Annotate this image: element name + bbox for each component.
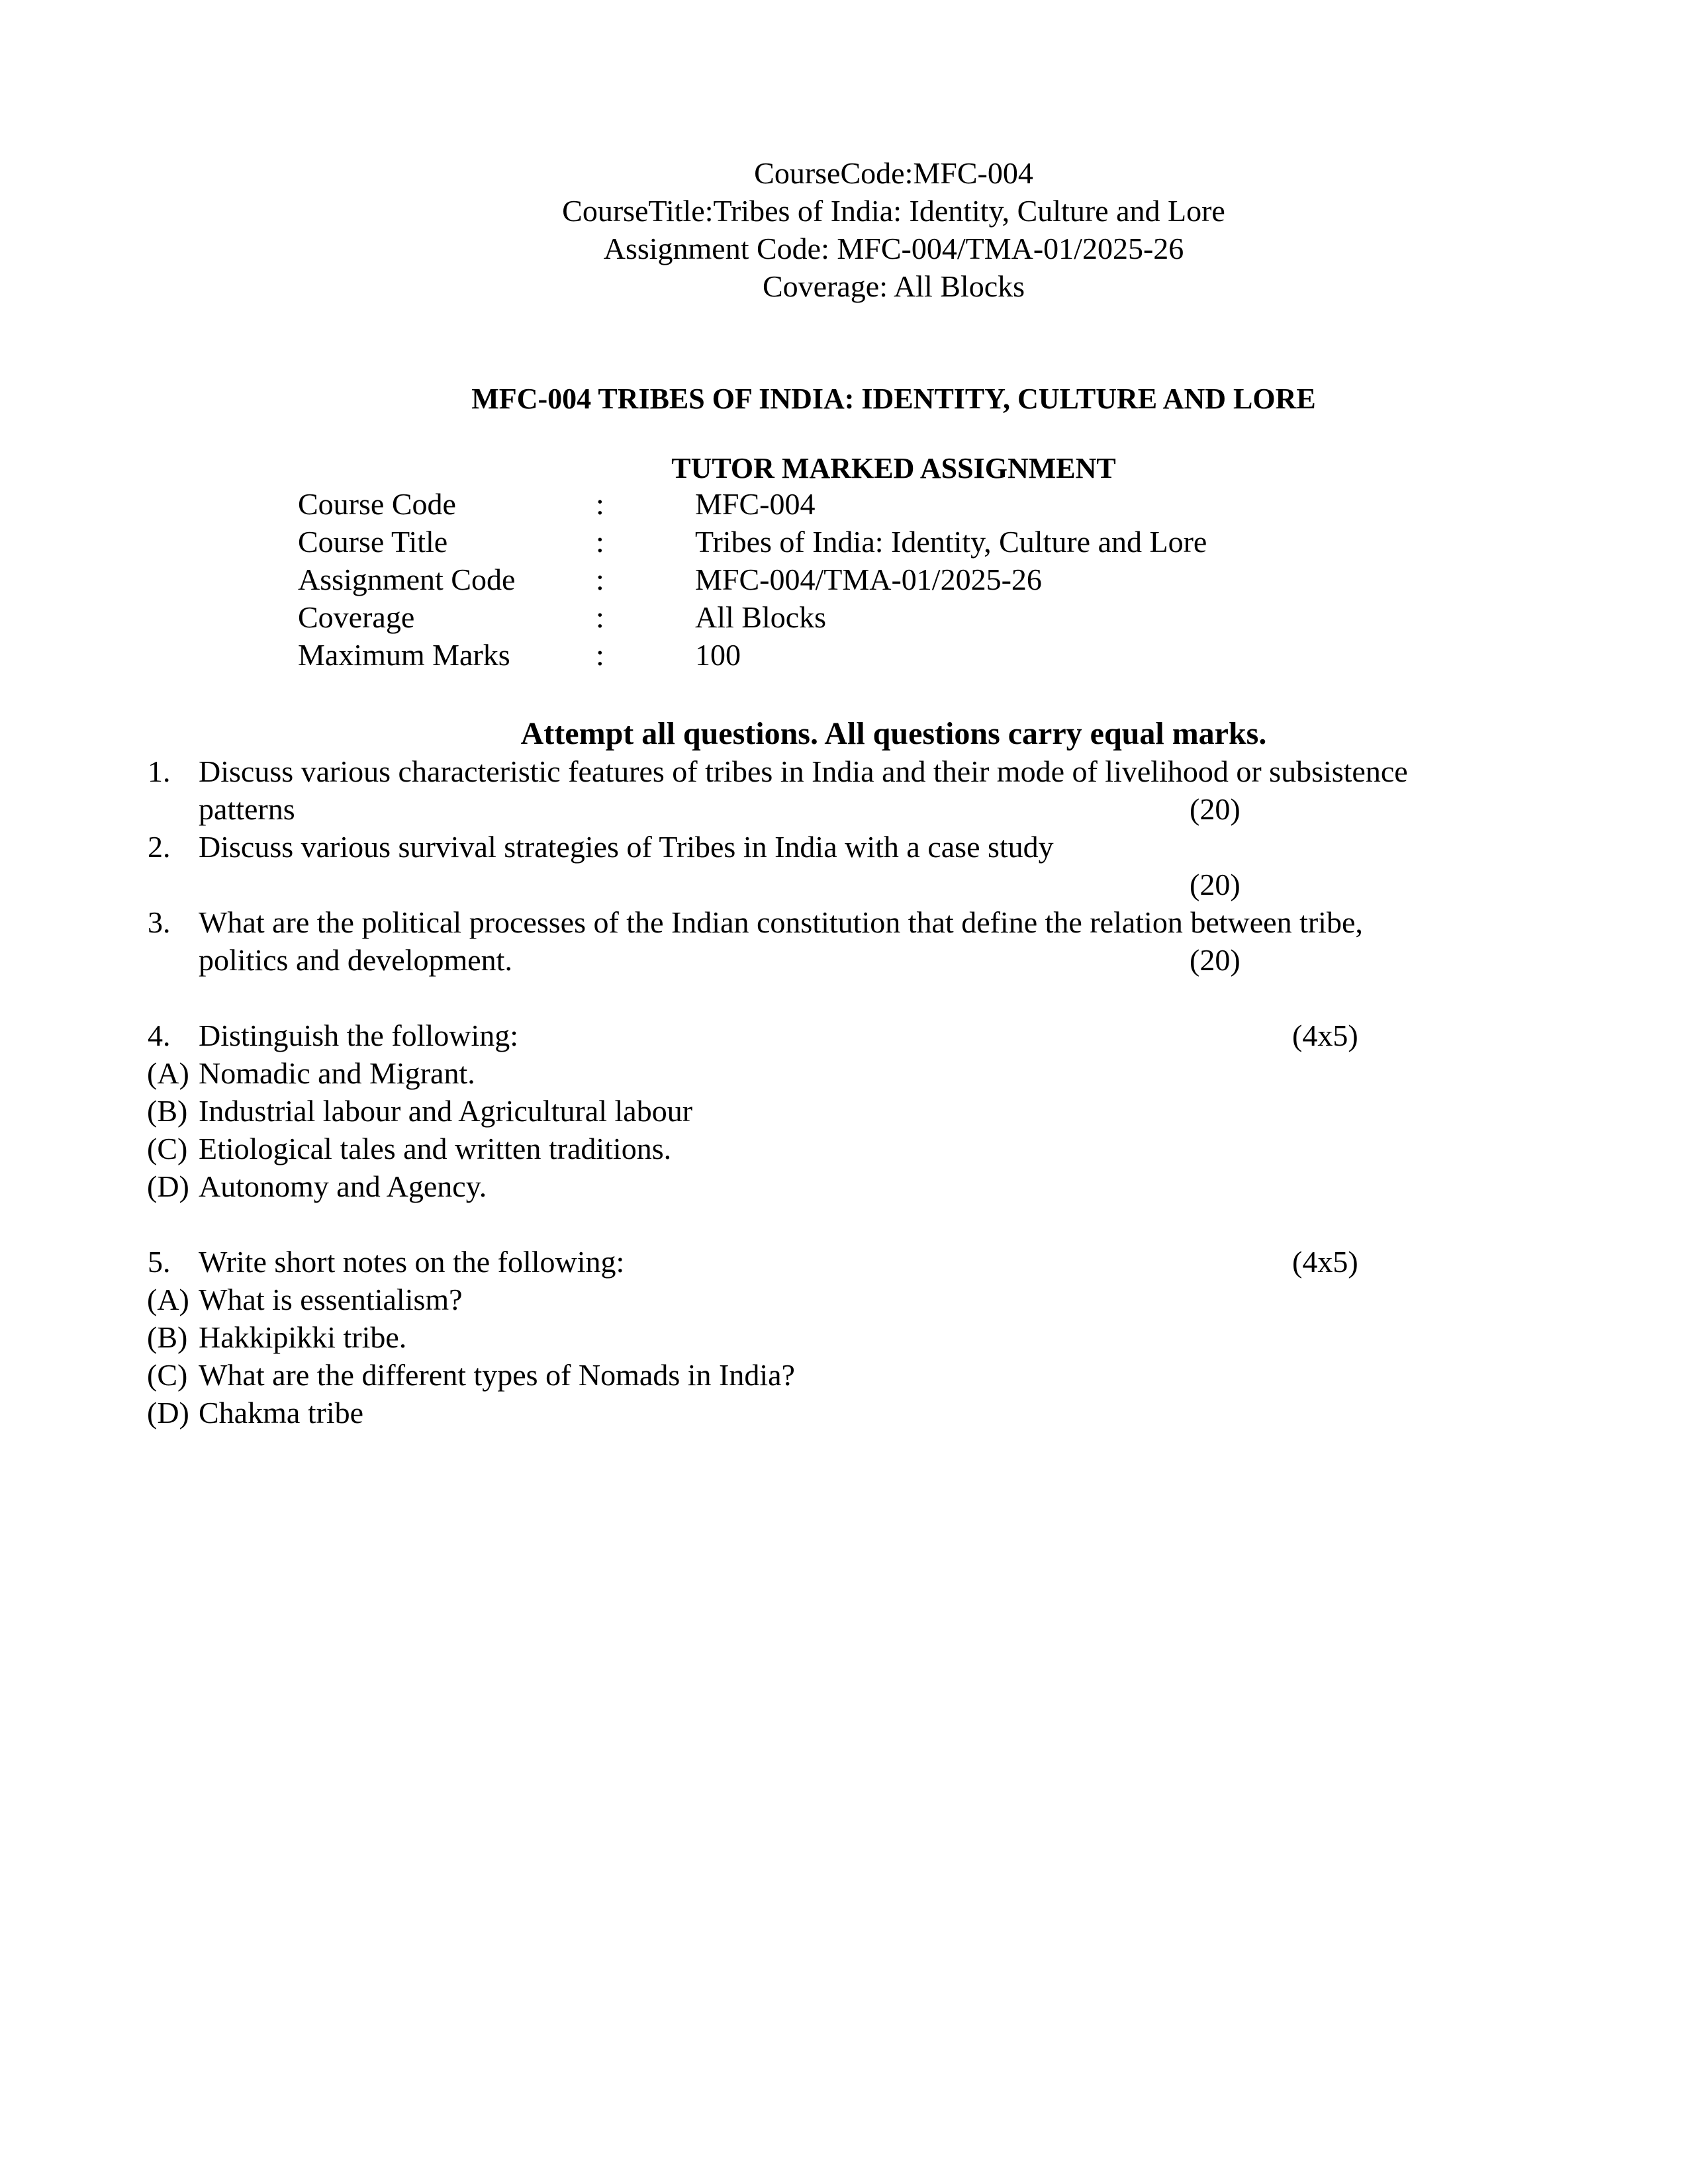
sub-question-label: (D) (147, 1169, 189, 1203)
question-2-marks-line (0, 866, 1688, 903)
detail-value: All Blocks (695, 600, 827, 634)
detail-separator: : (596, 487, 604, 521)
coverage-line: Coverage: All Blocks (762, 269, 1025, 303)
question-text: Distinguish the following: (199, 1019, 518, 1052)
sub-question-text: Industrial labour and Agricultural labour (199, 1094, 693, 1128)
sub-question (0, 1054, 1688, 1092)
question-3 (0, 903, 1688, 941)
sub-question-label: (A) (147, 1283, 189, 1316)
sub-question (0, 1356, 1688, 1394)
sub-question-label: (A) (147, 1056, 189, 1090)
question-text: What are the political processes of the Indian constitution that define the relation between tribe, (199, 905, 1363, 939)
assignment-code-line: Assignment Code: MFC-004/TMA-01/2025-26 (603, 232, 1184, 265)
spacer (0, 979, 1688, 1017)
detail-separator: : (596, 638, 604, 672)
question-number: 3. (148, 905, 171, 939)
sub-question-text: Nomadic and Migrant. (199, 1056, 475, 1090)
page-header (0, 154, 1688, 305)
question-marks: (20) (1190, 943, 1241, 977)
sub-question-text: Etiological tales and written traditions. (199, 1132, 672, 1165)
detail-label: Maximum Marks (298, 638, 510, 672)
question-list (0, 752, 1688, 1432)
question-marks: (4x5) (1292, 1245, 1358, 1279)
question-text: Write short notes on the following: (199, 1245, 625, 1279)
detail-value: MFC-004 (695, 487, 816, 521)
detail-value: 100 (695, 638, 741, 672)
question-text-continued: politics and development. (199, 943, 512, 977)
question-marks: (20) (1190, 792, 1241, 826)
question-2 (0, 828, 1688, 866)
question-3-continued (0, 941, 1688, 979)
sub-question-text: Autonomy and Agency. (199, 1169, 487, 1203)
course-title-line: CourseTitle:Tribes of India: Identity, Culture and Lore (562, 194, 1225, 228)
sub-question-label: (B) (147, 1094, 188, 1128)
question-text: Discuss various characteristic features of tribes in India and their mode of livelihood or subsistence (199, 754, 1408, 788)
question-number: 2. (148, 830, 171, 864)
sub-question-label: (B) (147, 1320, 188, 1354)
question-text-continued: patterns (199, 792, 295, 826)
sub-question-label: (C) (147, 1132, 188, 1165)
sub-question-text: What is essentialism? (199, 1283, 463, 1316)
sub-question (0, 1130, 1688, 1167)
question-1-continued (0, 790, 1688, 828)
detail-value: MFC-004/TMA-01/2025-26 (695, 563, 1042, 596)
sub-question-text: Chakma tribe (199, 1396, 364, 1430)
spacer (0, 1205, 1688, 1243)
detail-separator: : (596, 563, 604, 596)
sub-question (0, 1167, 1688, 1205)
sub-question (0, 1318, 1688, 1356)
sub-question (0, 1281, 1688, 1318)
sub-question-label: (D) (147, 1396, 189, 1430)
question-number: 1. (148, 754, 171, 788)
detail-label: Assignment Code (298, 563, 516, 596)
sub-question (0, 1092, 1688, 1130)
detail-label: Course Code (298, 487, 456, 521)
sub-question-text: What are the different types of Nomads in India? (199, 1358, 795, 1392)
detail-label: Course Title (298, 525, 448, 559)
instructions: Attempt all questions. All questions carry equal marks. (520, 716, 1267, 751)
question-4 (0, 1017, 1688, 1054)
sub-question-text: Hakkipikki tribe. (199, 1320, 407, 1354)
question-text: Discuss various survival strategies of Tribes in India with a case study (199, 830, 1054, 864)
sub-question (0, 1394, 1688, 1432)
detail-value: Tribes of India: Identity, Culture and Lore (695, 525, 1207, 559)
question-5 (0, 1243, 1688, 1281)
question-marks: (20) (1190, 868, 1241, 901)
course-code-line: CourseCode:MFC-004 (754, 156, 1033, 190)
question-number: 5. (148, 1245, 171, 1279)
detail-separator: : (596, 600, 604, 634)
question-number: 4. (148, 1019, 171, 1052)
sub-question-label: (C) (147, 1358, 188, 1392)
detail-label: Coverage (298, 600, 415, 634)
detail-separator: : (596, 525, 604, 559)
tma-heading: TUTOR MARKED ASSIGNMENT (671, 452, 1116, 484)
question-marks: (4x5) (1292, 1019, 1358, 1052)
question-1 (0, 752, 1688, 790)
document-title: MFC-004 TRIBES OF INDIA: IDENTITY, CULTURE AND LORE (471, 383, 1316, 415)
